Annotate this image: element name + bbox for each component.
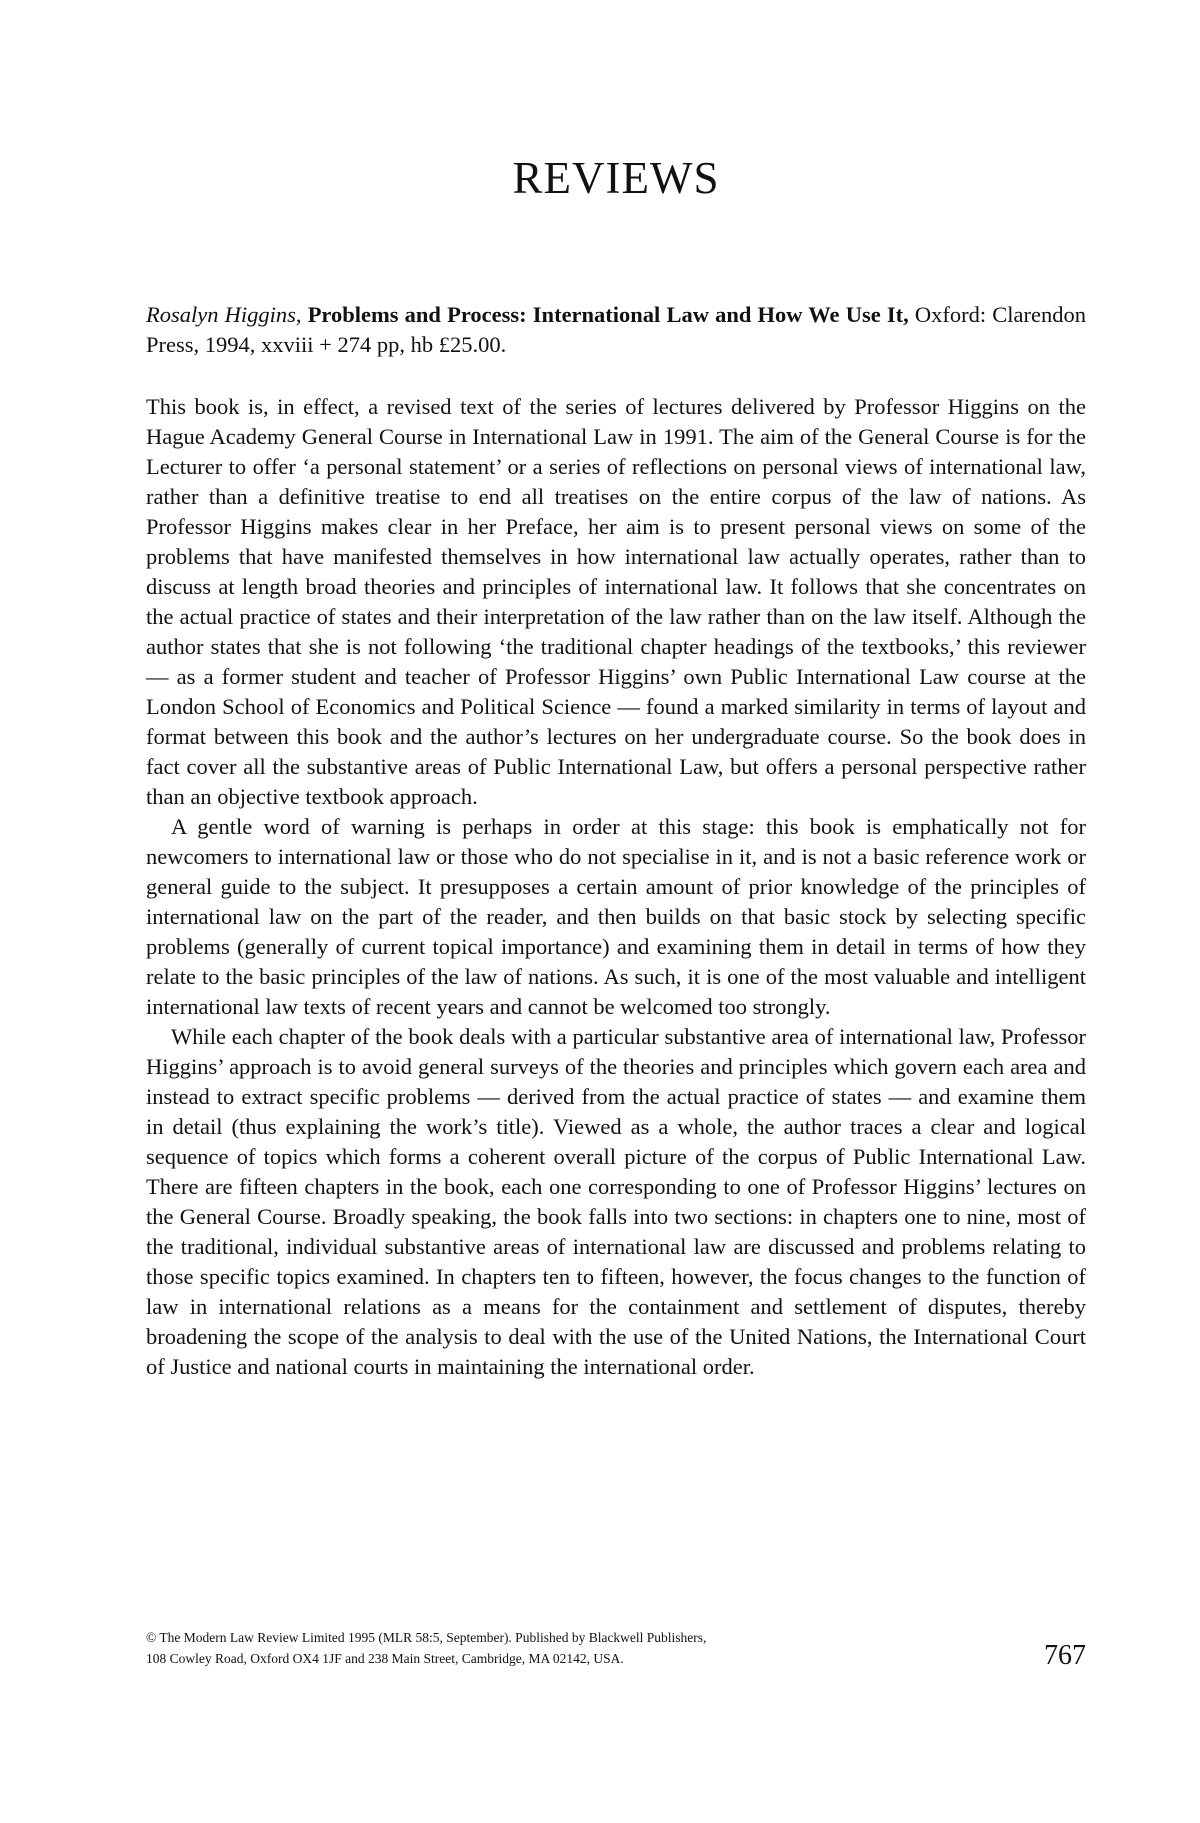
copyright-line-1: © The Modern Law Review Limited 1995 (MLR 58:5, September). Published by Blackwell Publishers,: [146, 1630, 707, 1645]
publication-details: Oxford: Clarendon Press, 1994, xxviii + 274 pp, hb £25.00.: [146, 302, 1087, 357]
review-paragraph-1: This book is, in effect, a revised text of the series of lectures delivered by Professor Higgins on the Hague Academy General Course in International Law in 1991. The aim of the General Course is for the Lecturer to offer ‘a personal statement’ or a series of reflections on personal views of international law, rather than a definitive treatise to end all treatises on the entire corpus of the law of nations. As Professor Higgins makes clear in her Preface, her aim is to present personal views on some of the problems that have manifested themselves in how international law actually operates, rather than to discuss at length broad theories and principles of international law. It follows that she concentrates on the actual practice of states and their interpretation of the law rather than on the law itself. Although the author states that she is not following ‘the traditional chapter headings of the textbooks,’ this reviewer — as a former student and teacher of Professor Higgins’ own Public International Law course at the London School of Economics and Political Science — found a marked similarity in terms of layout and format between this book and the author’s lectures on her undergraduate course. So the book does in fact cover all the substantive areas of Public International Law, but offers a personal perspective rather than an objective textbook approach.: [146, 394, 1086, 809]
copyright-line-2: 108 Cowley Road, Oxford OX4 1JF and 238 Main Street, Cambridge, MA 02142, USA.: [146, 1651, 624, 1666]
review-paragraph-2: A gentle word of warning is perhaps in order at this stage: this book is emphatically not for newcomers to international law or those who do not specialise in it, and is not a basic reference work or general guide to the subject. It presupposes a certain amount of prior knowledge of the principles of international law on the part of the reader, and then builds on that basic stock by selecting specific problems (generally of current topical importance) and examining them in detail in terms of how they relate to the basic principles of the law of nations. As such, it is one of the most valuable and intelligent international law texts of recent years and cannot be welcomed too strongly.: [146, 814, 1086, 1019]
copyright-footer: [146, 1627, 1086, 1669]
review-author: Rosalyn Higgins,: [146, 302, 302, 327]
page-number: 767: [1044, 1640, 1086, 1671]
section-title: REVIEWS: [512, 153, 720, 203]
review-body: [146, 392, 1086, 1382]
review-paragraph-3: While each chapter of the book deals with a particular substantive area of international law, Professor Higgins’ approach is to avoid general surveys of the theories and principles which govern each area and instead to extract specific problems — derived from the actual practice of states — and examine them in detail (thus explaining the work’s title). Viewed as a whole, the author traces a clear and logical sequence of topics which forms a coherent overall picture of the corpus of Public International Law. There are fifteen chapters in the book, each one corresponding to one of Professor Higgins’ lectures on the General Course. Broadly speaking, the book falls into two sections: in chapters one to nine, most of the traditional, individual substantive areas of international law are discussed and problems relating to those specific topics examined. In chapters ten to fifteen, however, the focus changes to the function of law in international relations as a means for the containment and settlement of disputes, thereby broadening the scope of the analysis to deal with the use of the United Nations, the International Court of Justice and national courts in maintaining the international order.: [146, 1024, 1086, 1379]
book-citation: [146, 300, 1086, 360]
book-title: Problems and Process: International Law and How We Use It,: [307, 302, 909, 327]
